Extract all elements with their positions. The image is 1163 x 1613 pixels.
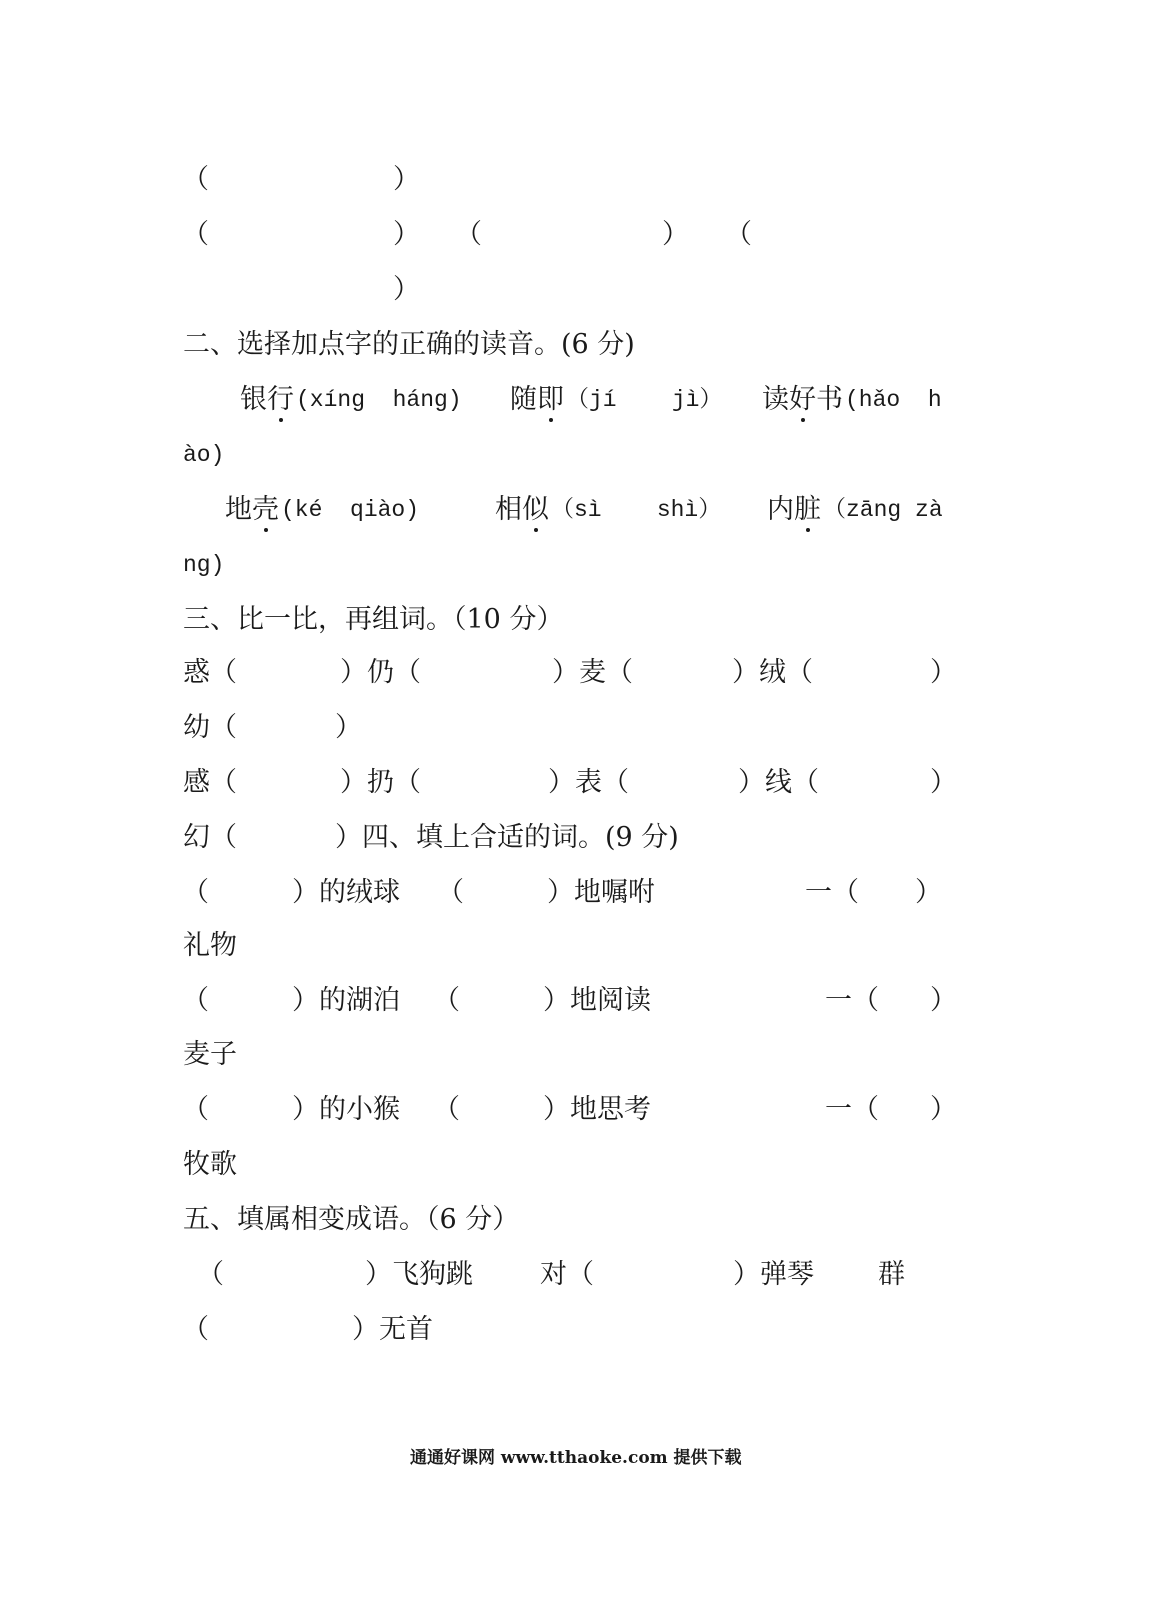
word-with-dotted-char (495, 495, 549, 525)
word-char: 内 (767, 494, 794, 525)
compare-word-blank: ） (335, 822, 362, 853)
fill-word-blank: ）的绒球 (292, 877, 400, 908)
wrapped-text: ng) (183, 552, 225, 578)
compare-word-blank: 幻（ (183, 822, 237, 853)
compare-word-blank: 惑（ (183, 657, 237, 688)
fill-word-blank: 一（ (825, 985, 879, 1016)
compare-word-blank: ）线（ (738, 767, 819, 798)
idiom-blank: ）弹琴 (733, 1259, 814, 1290)
word-char: 读 (762, 384, 789, 415)
fill-word-blank: ） (930, 985, 957, 1016)
dotted-char: 好 (789, 384, 816, 415)
answer-blank-open-paren: （ (182, 219, 209, 250)
section-heading: 三、比一比，再组词。（10 分） (183, 604, 564, 635)
idiom-blank: ）飞狗跳 (365, 1259, 473, 1290)
compare-word-blank: ）仍（ (340, 657, 421, 688)
fill-word-blank: 一（ (825, 1094, 879, 1125)
word-char: 书 (816, 384, 843, 415)
pinyin-choices: (ké qiào) (281, 497, 420, 523)
answer-blank-open-paren: （ (455, 219, 482, 250)
pinyin-choices: (hǎo h (845, 387, 942, 413)
section-heading: 二、选择加点字的正确的读音。(6 分) (183, 329, 635, 360)
fill-word-blank: 一（ (805, 877, 859, 908)
dotted-char: 壳 (252, 494, 279, 525)
fill-word-blank: ）地阅读 (543, 985, 651, 1016)
fill-word-blank: ）的湖泊 (292, 985, 400, 1016)
section-heading: 四、填上合适的词。(9 分) (362, 822, 679, 853)
compare-word-blank: ） (335, 712, 362, 743)
fill-word-blank: （ (433, 1094, 460, 1125)
pinyin-choices: （zāng zà (823, 497, 943, 523)
dotted-char: 即 (537, 384, 564, 415)
compare-word-blank: ） (930, 657, 957, 688)
word-with-dotted-char (225, 495, 279, 525)
fill-word-blank: ）的小猴 (292, 1094, 400, 1125)
wrapped-text: 牧歌 (183, 1149, 237, 1180)
answer-blank-close-paren: ） (662, 219, 689, 250)
compare-word-blank: 感（ (183, 767, 237, 798)
word-char: 银 (240, 384, 267, 415)
pinyin-choices: （sì shì） (551, 497, 722, 523)
idiom-blank: 对（ (540, 1259, 594, 1290)
section-heading: 五、填属相变成语。（6 分） (183, 1204, 520, 1235)
compare-word-blank: ）绒（ (732, 657, 813, 688)
fill-word-blank: （ (182, 1094, 209, 1125)
compare-word-blank: 幼（ (183, 712, 237, 743)
fill-word-blank: （ (433, 985, 460, 1016)
word-with-dotted-char (767, 495, 821, 525)
fill-word-blank: ）地思考 (543, 1094, 651, 1125)
footer-source: 通通好课网 www.tthaoke.com 提供下载 (410, 1448, 742, 1468)
answer-blank-open-paren: （ (725, 219, 752, 250)
word-with-dotted-char (510, 385, 564, 415)
answer-blank-close-paren: ） (393, 164, 420, 195)
idiom-blank: （ (197, 1259, 224, 1290)
answer-blank-close-paren: ） (393, 274, 420, 305)
fill-word-blank: （ (182, 877, 209, 908)
idiom-blank: ）无首 (352, 1314, 433, 1345)
fill-word-blank: ）地嘱咐 (547, 877, 655, 908)
wrapped-text: 麦子 (183, 1039, 237, 1070)
fill-word-blank: （ (437, 877, 464, 908)
compare-word-blank: ） (930, 767, 957, 798)
fill-word-blank: （ (182, 985, 209, 1016)
answer-blank-open-paren: （ (182, 164, 209, 195)
word-char: 相 (495, 494, 522, 525)
idiom-blank: 群 (878, 1259, 905, 1290)
fill-word-blank: ） (915, 877, 942, 908)
word-with-dotted-char (762, 385, 843, 415)
dotted-char: 行 (267, 384, 294, 415)
fill-word-blank: ） (930, 1094, 957, 1125)
compare-word-blank: ）扔（ (340, 767, 421, 798)
idiom-blank: （ (182, 1314, 209, 1345)
word-char: 地 (225, 494, 252, 525)
word-char: 随 (510, 384, 537, 415)
wrapped-text: ào) (183, 442, 225, 468)
pinyin-choices: (xíng háng) (296, 387, 462, 413)
pinyin-choices: （jí jì） (566, 387, 723, 413)
wrapped-text: 礼物 (183, 930, 237, 961)
dotted-char: 似 (522, 494, 549, 525)
answer-blank-close-paren: ） (393, 219, 420, 250)
compare-word-blank: ）表（ (548, 767, 629, 798)
word-with-dotted-char (240, 385, 294, 415)
compare-word-blank: ）麦（ (552, 657, 633, 688)
dotted-char: 脏 (794, 494, 821, 525)
